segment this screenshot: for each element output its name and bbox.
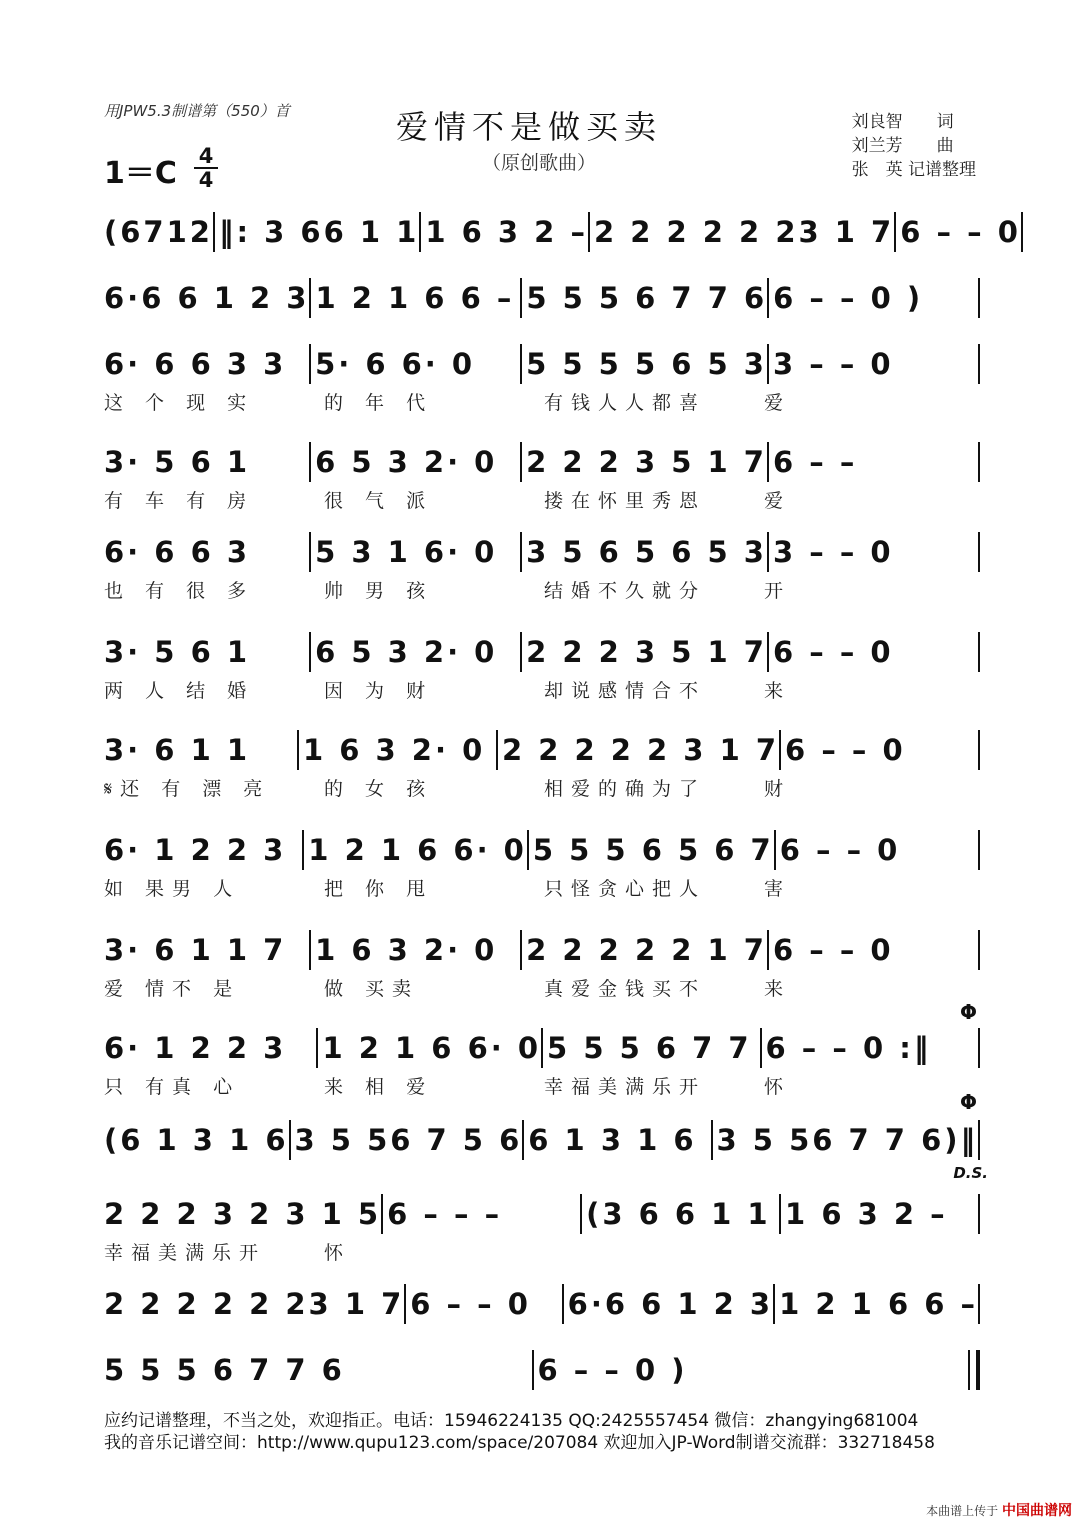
notation-line <box>100 1024 980 1072</box>
lyric-segment: 的 女 孩 <box>324 778 434 800</box>
notation-line <box>100 528 980 576</box>
measure: 6 – – 0 :‖ <box>765 1031 932 1065</box>
lyric-segment: 有 车 有 房 <box>104 490 255 512</box>
measure: 5 5 5 6 5 6 7 <box>532 833 774 867</box>
barline <box>978 730 980 770</box>
notation-line <box>100 274 980 322</box>
measure: 5 5 5 6 7 7 6 <box>526 281 768 315</box>
song-title: 爱情不是做买卖 <box>396 108 663 146</box>
measure: 6 – – 0 <box>900 215 1021 249</box>
lyrics-line <box>100 1238 980 1264</box>
upload-credit <box>926 1500 1072 1520</box>
barline <box>978 830 980 870</box>
credit-transcriber: 张 英 记谱整理 <box>851 160 976 180</box>
notation-line <box>100 826 980 874</box>
measure: 3 – – 0 <box>772 347 894 381</box>
ds-marker: D.S. <box>953 1164 988 1182</box>
lyrics-line <box>100 576 980 602</box>
time-signature <box>194 146 218 190</box>
notation-line <box>100 1190 980 1238</box>
lyric-segment: 结婚不久就分 <box>544 580 707 602</box>
measure: 3· 6 1 1 <box>104 733 251 767</box>
measure: 3 – – 0 <box>772 535 894 569</box>
score-system <box>100 340 980 414</box>
measure: 6· 6 6 3 <box>104 535 251 569</box>
barline <box>978 442 980 482</box>
lyric-segment: 帅 男 孩 <box>324 580 434 602</box>
measure: 2 2 2 2 2 3 1 7 <box>501 733 780 767</box>
lyric-segment: 很 气 派 <box>324 490 434 512</box>
lyric-segment: 的 年 代 <box>324 392 434 414</box>
barline <box>978 930 980 970</box>
lyric-segment: 有钱人人都喜 <box>544 392 707 414</box>
measure: 6·6 6 1 2 3 <box>567 1287 774 1321</box>
footer-links: 我的音乐记谱空间：http://www.qupu123.com/space/207084 欢迎加入JP-Word制谱交流群：332718458 <box>104 1433 935 1453</box>
score-system <box>100 208 1021 256</box>
measure: 6 – – 0 <box>772 635 894 669</box>
measure: 2 2 2 3 2 3 1 5 <box>104 1197 382 1231</box>
measure: (3 6 6 1 1 <box>586 1197 771 1231</box>
measure: 5 3 1 6· 0 <box>315 535 498 569</box>
coda-mark-1: Φ <box>960 1000 978 1024</box>
notation-line <box>100 438 980 486</box>
measure: 6 – – 0 <box>779 833 901 867</box>
measure: 1 6 3 2· 0 <box>302 733 486 767</box>
measure: 3· 6 1 1 7 <box>104 933 287 967</box>
barline <box>1021 212 1023 252</box>
measure: 5· 6 6· 0 <box>315 347 476 381</box>
lyric-segment: 做 买卖 <box>324 978 420 1000</box>
measure: 5 5 5 6 7 7 <box>547 1031 752 1065</box>
measure: 6 – – 0 ) <box>773 281 924 315</box>
measure: 6 – – 0 ) <box>537 1353 688 1387</box>
barline <box>978 532 980 572</box>
lyrics-line <box>100 676 980 702</box>
final-barline <box>968 1350 980 1390</box>
credits <box>852 110 976 182</box>
lyric-segment: 爱 <box>764 392 792 414</box>
lyric-segment: 两 人 结 婚 <box>104 680 255 702</box>
measure: 3 5 56 7 5 6 <box>294 1123 523 1157</box>
measure: 6 – – – <box>387 1197 503 1231</box>
barline <box>978 1028 980 1068</box>
score-system <box>100 1024 980 1098</box>
lyric-segment: 如 果男 人 <box>104 878 241 900</box>
lyric-segment: 把 你 甩 <box>324 878 434 900</box>
lyric-segment: 爱 <box>764 490 792 512</box>
measure: 2 2 2 3 5 1 7 <box>526 635 767 669</box>
lyrics-line <box>100 974 980 1000</box>
measure: 6 – – <box>772 445 858 479</box>
measure: 3· 5 6 1 <box>104 635 251 669</box>
lyric-segment: 幸福美满乐开 <box>544 1076 707 1098</box>
lyric-segment: 𝄋还 有 漂 亮 <box>104 778 271 800</box>
lyrics-line <box>100 486 980 512</box>
measure: 2 2 2 3 5 1 7 <box>526 445 767 479</box>
measure: 1 2 1 6 6 – <box>779 1287 978 1321</box>
measure: 5 5 5 6 7 7 6 <box>104 1353 345 1387</box>
lyric-segment: 来 <box>764 978 792 1000</box>
footer <box>104 1410 935 1454</box>
lyric-segment: 来 <box>764 680 792 702</box>
notation-line <box>100 926 980 974</box>
lyric-segment: 财 <box>764 778 792 800</box>
score-system <box>100 1116 980 1164</box>
lyric-segment: 怀 <box>324 1242 352 1264</box>
measure: (6 1 3 1 6 <box>104 1123 289 1157</box>
lyric-segment: 这 个 现 实 <box>104 392 255 414</box>
lyric-segment: 却说感情合不 <box>544 680 707 702</box>
score-system <box>100 438 980 512</box>
lyric-segment: 也 有 很 多 <box>104 580 255 602</box>
footer-contact: 应约记谱整理，不当之处，欢迎指正。电话：15946224135 QQ:2425557454 微信：zhangying681004 <box>104 1411 919 1431</box>
measure: 6 5 3 2· 0 <box>315 635 498 669</box>
notation-line <box>100 726 980 774</box>
lyric-segment: 害 <box>764 878 792 900</box>
notation-line <box>100 208 1021 256</box>
lyric-segment: 开 <box>764 580 792 602</box>
barline <box>978 632 980 672</box>
upload-prefix: 本曲谱上传于 <box>926 1504 999 1518</box>
time-top: 4 <box>198 144 214 168</box>
barline <box>978 1120 980 1160</box>
measure: 3· 5 6 1 <box>104 445 251 479</box>
measure: 2 2 2 2 2 23 1 7 <box>593 215 895 249</box>
lyric-segment: 真爱金钱买不 <box>544 978 707 1000</box>
notation-line <box>100 628 980 676</box>
lyric-segment: 相爱的确为了 <box>544 778 707 800</box>
upload-site: 中国曲谱网 <box>1002 1503 1072 1519</box>
lyric-segment: 爱 情不 是 <box>104 978 241 1000</box>
measure: 1 6 3 2 – <box>425 215 588 249</box>
score-system <box>100 726 980 800</box>
measure: 6·6 6 1 2 3 <box>104 281 310 315</box>
measure: 2 2 2 2 2 23 1 7 <box>104 1287 405 1321</box>
lyrics-line <box>100 874 980 900</box>
measure: 1 6 3 2 – <box>785 1197 948 1231</box>
measure: 1 2 1 6 6· 0 <box>308 833 527 867</box>
score-system <box>100 826 980 900</box>
song-subtitle: （原创歌曲） <box>482 152 597 174</box>
measure: 1 6 3 2· 0 <box>315 933 498 967</box>
measure: 6 – – 0 <box>785 733 906 767</box>
score-system <box>100 1190 980 1264</box>
lyric-segment: 因 为 财 <box>324 680 434 702</box>
measure: 6 1 3 1 6 <box>528 1123 697 1157</box>
lyric-segment: 只 有真 心 <box>104 1076 241 1098</box>
key-signature: 1＝C <box>104 156 177 191</box>
barline <box>978 278 980 318</box>
score-system <box>100 628 980 702</box>
time-bottom: 4 <box>198 168 214 192</box>
lyric-segment: 幸福美满乐开 <box>104 1242 267 1264</box>
coda-mark-2: Φ <box>960 1090 978 1114</box>
measure: 1 2 1 6 6 – <box>315 281 515 315</box>
barline <box>978 1284 980 1324</box>
score-system <box>100 528 980 602</box>
notation-line <box>100 1280 980 1328</box>
notation-line <box>100 1116 980 1164</box>
notation-line <box>100 340 980 388</box>
score-system <box>100 1346 980 1394</box>
score-system <box>100 1280 980 1328</box>
measure: 6 5 3 2· 0 <box>315 445 498 479</box>
score-system <box>100 926 980 1000</box>
score-system <box>100 274 980 322</box>
lyric-segment: 只怪贪心把人 <box>544 878 707 900</box>
lyric-segment: 搂在怀里秀恩 <box>544 490 707 512</box>
lyric-segment: 怀 <box>764 1076 792 1098</box>
lyrics-line <box>100 1072 980 1098</box>
lyrics-line <box>100 388 980 414</box>
measure: 6· 1 2 2 3 <box>104 833 287 867</box>
measure: 6 – – 0 <box>410 1287 531 1321</box>
measure: 5 5 5 5 6 5 3 <box>526 347 767 381</box>
lyric-segment: 来 相 爱 <box>324 1076 434 1098</box>
measure: 2 2 2 2 2 1 7 <box>526 933 767 967</box>
barline <box>978 344 980 384</box>
barline <box>978 1194 980 1234</box>
measure: 6· 6 6 3 3 <box>104 347 287 381</box>
notation-line <box>100 1346 980 1394</box>
measure: (6712 <box>104 215 213 249</box>
measure: 6 – – 0 <box>772 933 894 967</box>
measure: ‖: 3 66 1 1 <box>218 215 420 249</box>
measure: 3 5 6 5 6 5 3 <box>526 535 767 569</box>
credit-composer: 刘兰芳 曲 <box>851 136 954 156</box>
tool-note: 用JPW5.3制谱第（550）首 <box>104 102 290 120</box>
lyrics-line <box>100 774 980 800</box>
credit-lyricist: 刘良智 词 <box>851 112 954 132</box>
measure: 1 2 1 6 6· 0 <box>322 1031 542 1065</box>
measure: 6· 1 2 2 3 <box>104 1031 287 1065</box>
measure: 3 5 56 7 7 6)‖ <box>716 1123 978 1157</box>
